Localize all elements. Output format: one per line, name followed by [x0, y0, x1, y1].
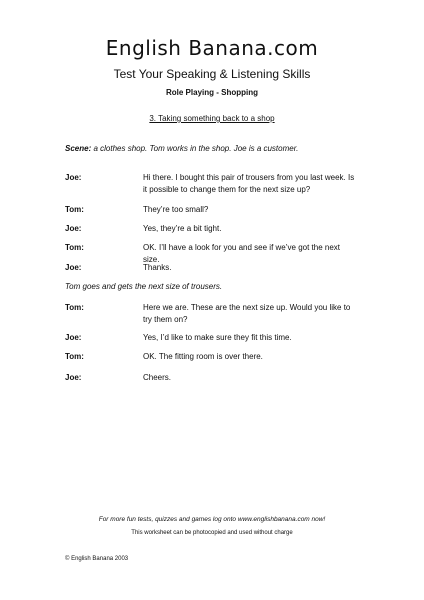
copyright-text: © English Banana 2003	[65, 556, 129, 562]
dialogue-line: Here we are. These are the next size up. Would you like to try them on?	[143, 303, 351, 324]
scene-description	[65, 144, 298, 153]
scene-label: Scene:	[65, 144, 92, 153]
dialogue-line: OK. The fitting room is over there.	[143, 352, 263, 361]
speaker-label: Joe:	[65, 173, 82, 182]
speaker-label: Joe:	[65, 333, 82, 342]
speaker-label: Joe:	[65, 224, 82, 233]
dialogue-line: Yes, I’d like to make sure they fit this time.	[143, 333, 292, 342]
scene-text: a clothes shop. Tom works in the shop. Joe is a customer.	[93, 144, 299, 153]
speaker-label: Tom:	[65, 243, 84, 252]
stage-direction: Tom goes and gets the next size of trousers.	[65, 282, 223, 291]
dialogue-line: They’re too small?	[143, 205, 209, 214]
page-title: Test Your Speaking & Listening Skills	[113, 67, 311, 81]
section-heading: 3. Taking something back to a shop	[149, 114, 275, 123]
speaker-label: Joe:	[65, 263, 82, 272]
promo-text: For more fun tests, quizzes and games log onto www.englishbanana.com now!	[98, 516, 326, 523]
speaker-label: Tom:	[65, 303, 84, 312]
speaker-label: Joe:	[65, 373, 82, 382]
brand-logo: English Banana.com	[105, 36, 319, 60]
dialogue-line: Hi there. I bought this pair of trousers from you last week. Is it possible to change them for the next size up?	[143, 173, 355, 194]
dialogue-line: Cheers.	[143, 373, 172, 382]
dialogue-line: Thanks.	[143, 263, 172, 272]
speaker-label: Tom:	[65, 352, 84, 361]
dialogue-line: Yes, they’re a bit tight.	[143, 224, 222, 233]
dialogue-line: OK. I’ll have a look for you and see if we’ve got the next size.	[143, 243, 340, 264]
photocopy-note: This worksheet can be photocopied and used without charge	[131, 530, 293, 536]
page-subtitle: Role Playing - Shopping	[166, 88, 258, 97]
speaker-label: Tom:	[65, 205, 84, 214]
